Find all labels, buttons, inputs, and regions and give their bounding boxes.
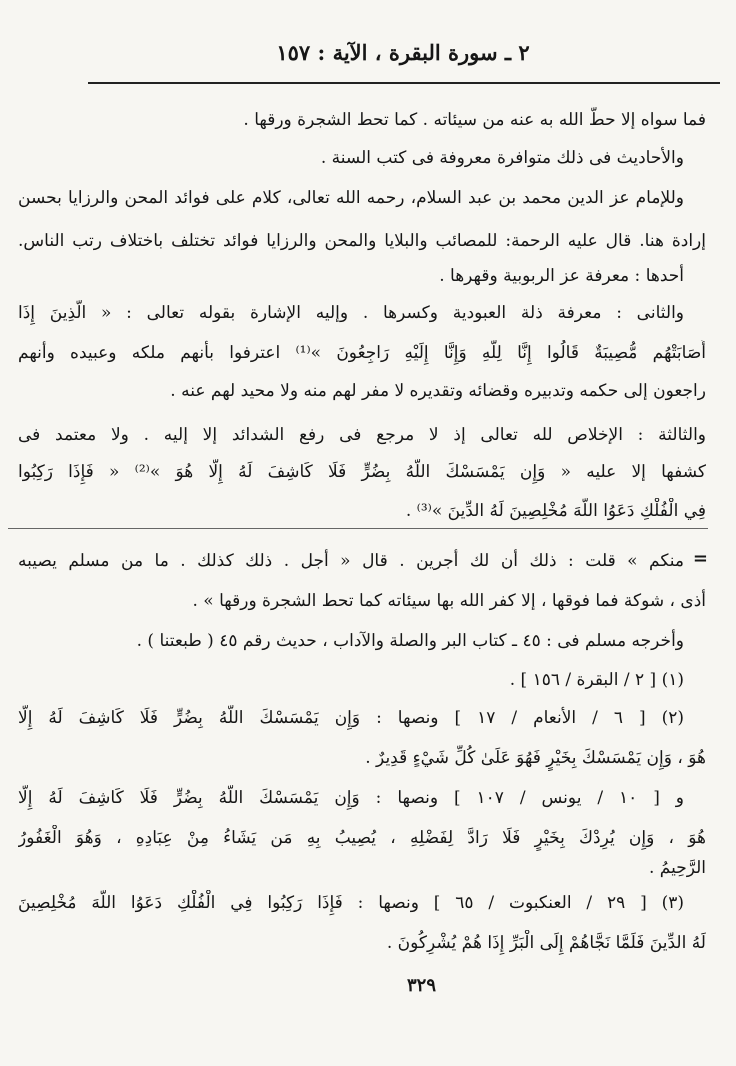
body-line: أَصَابَتْهُم مُّصِيبَةٌ قَالُوا إِنَّا لِلَّهِ وَإِنَّا إِلَيْهِ رَاجِعُونَ »⁽¹⁾ اعترفوا بأنهم ملكه وعبيده وأنهم bbox=[18, 343, 706, 363]
footnote-line: أذى ، شوكة فما فوقها ، إلا كفر الله بها سيئاته كما تحط الشجرة ورقها » . bbox=[192, 591, 706, 611]
footnote-line: و [ ١٠ / يونس / ١٠٧ ] ونصها : وَإِن يَمْسَسْكَ اللَّهُ بِضُرٍّ فَلَا كَاشِفَ لَهُ إِلَّا bbox=[18, 788, 684, 808]
body-line: كشفها إلا عليه « وَإِن يَمْسَسْكَ اللَّهُ بِضُرٍّ فَلَا كَاشِفَ لَهُ إِلَّا هُوَ »⁽²⁾ « فَإِذَا رَكِبُوا bbox=[18, 462, 706, 482]
body-line: فما سواه إلا حطّ الله به عنه من سيئاته . كما تحط الشجرة ورقها . bbox=[243, 110, 706, 130]
body-line: والثانى : معرفة ذلة العبودية وكسرها . وإليه الإشارة بقوله تعالى : « الَّذِينَ إِذَا bbox=[18, 303, 684, 323]
footnote-line: منكم » قلت : ذلك أن لك أجرين . قال « أجل . ذلك كذلك . ما من مسلم يصيبه bbox=[18, 551, 684, 571]
footnote-line: لَهُ الدِّينَ فَلَمَّا نَجَّاهُمْ إِلَى الْبَرِّ إِذَا هُمْ يُشْرِكُونَ . bbox=[386, 933, 706, 953]
body-line: أحدها : معرفة عز الربوبية وقهرها . bbox=[439, 266, 684, 286]
footnote-line: الرَّحِيمُ . bbox=[648, 858, 706, 878]
page-number: ٣٢٩ bbox=[406, 975, 436, 996]
footnote-line: (٢) [ ٦ / الأنعام / ١٧ ] ونصها : وَإِن يَمْسَسْكَ اللَّهُ بِضُرٍّ فَلَا كَاشِفَ لَهُ إِلَّا bbox=[18, 708, 684, 728]
footnote-line: وأخرجه مسلم فى : ٤٥ ـ كتاب البر والصلة والآداب ، حديث رقم ٤٥ ( طبعتنا ) . bbox=[136, 631, 684, 651]
body-line: والأحاديث فى ذلك متوافرة معروفة فى كتب السنة . bbox=[320, 148, 684, 168]
body-line: راجعون إلى حكمه وتدبيره وقضائه وتقديره لا مفر لهم منه ولا محيد لهم عنه . bbox=[170, 381, 706, 401]
body-line: فِي الْفُلْكِ دَعَوُا اللَّهَ مُخْلِصِينَ لَهُ الدِّينَ »⁽³⁾ . bbox=[405, 501, 706, 521]
body-line: إرادة هنا. قال عليه الرحمة: للمصائب والبلايا والمحن والرزايا فوائد تختلف باختلاف رتب الناس. bbox=[18, 231, 706, 251]
body-line: وللإمام عز الدين محمد بن عبد السلام، رحمه الله تعالى، كلام على فوائد المحن والرزايا بحسن bbox=[18, 188, 684, 208]
footnote-divider bbox=[8, 528, 708, 529]
header-rule bbox=[88, 82, 720, 84]
footnote-line: (١) [ ٢ / البقرة / ١٥٦ ] . bbox=[509, 670, 684, 690]
footnote-continuation-marker: = bbox=[692, 548, 708, 569]
page-header: ٢ ـ سورة البقرة ، الآية : ١٥٧ bbox=[276, 40, 530, 65]
body-line: والثالثة : الإخلاص لله تعالى إذ لا مرجع فى رفع الشدائد إلا إليه . ولا معتمد فى bbox=[18, 425, 706, 445]
footnote-line: هُوَ ، وَإِن يَمْسَسْكَ بِخَيْرٍ فَهُوَ عَلَىٰ كُلِّ شَيْءٍ قَدِيرٌ . bbox=[365, 748, 706, 768]
footnote-line: هُوَ ، وَإِن يُرِدْكَ بِخَيْرٍ فَلَا رَادَّ لِفَضْلِهِ ، يُصِيبُ بِهِ مَن يَشَاءُ مِنْ عِبَادِهِ ، وَهُوَ الْغَفُورُ bbox=[18, 828, 706, 848]
footnote-line: (٣) [ ٢٩ / العنكبوت / ٦٥ ] ونصها : فَإِذَا رَكِبُوا فِي الْفُلْكِ دَعَوُا اللَّهَ مُخْلِصِينَ bbox=[18, 893, 684, 913]
